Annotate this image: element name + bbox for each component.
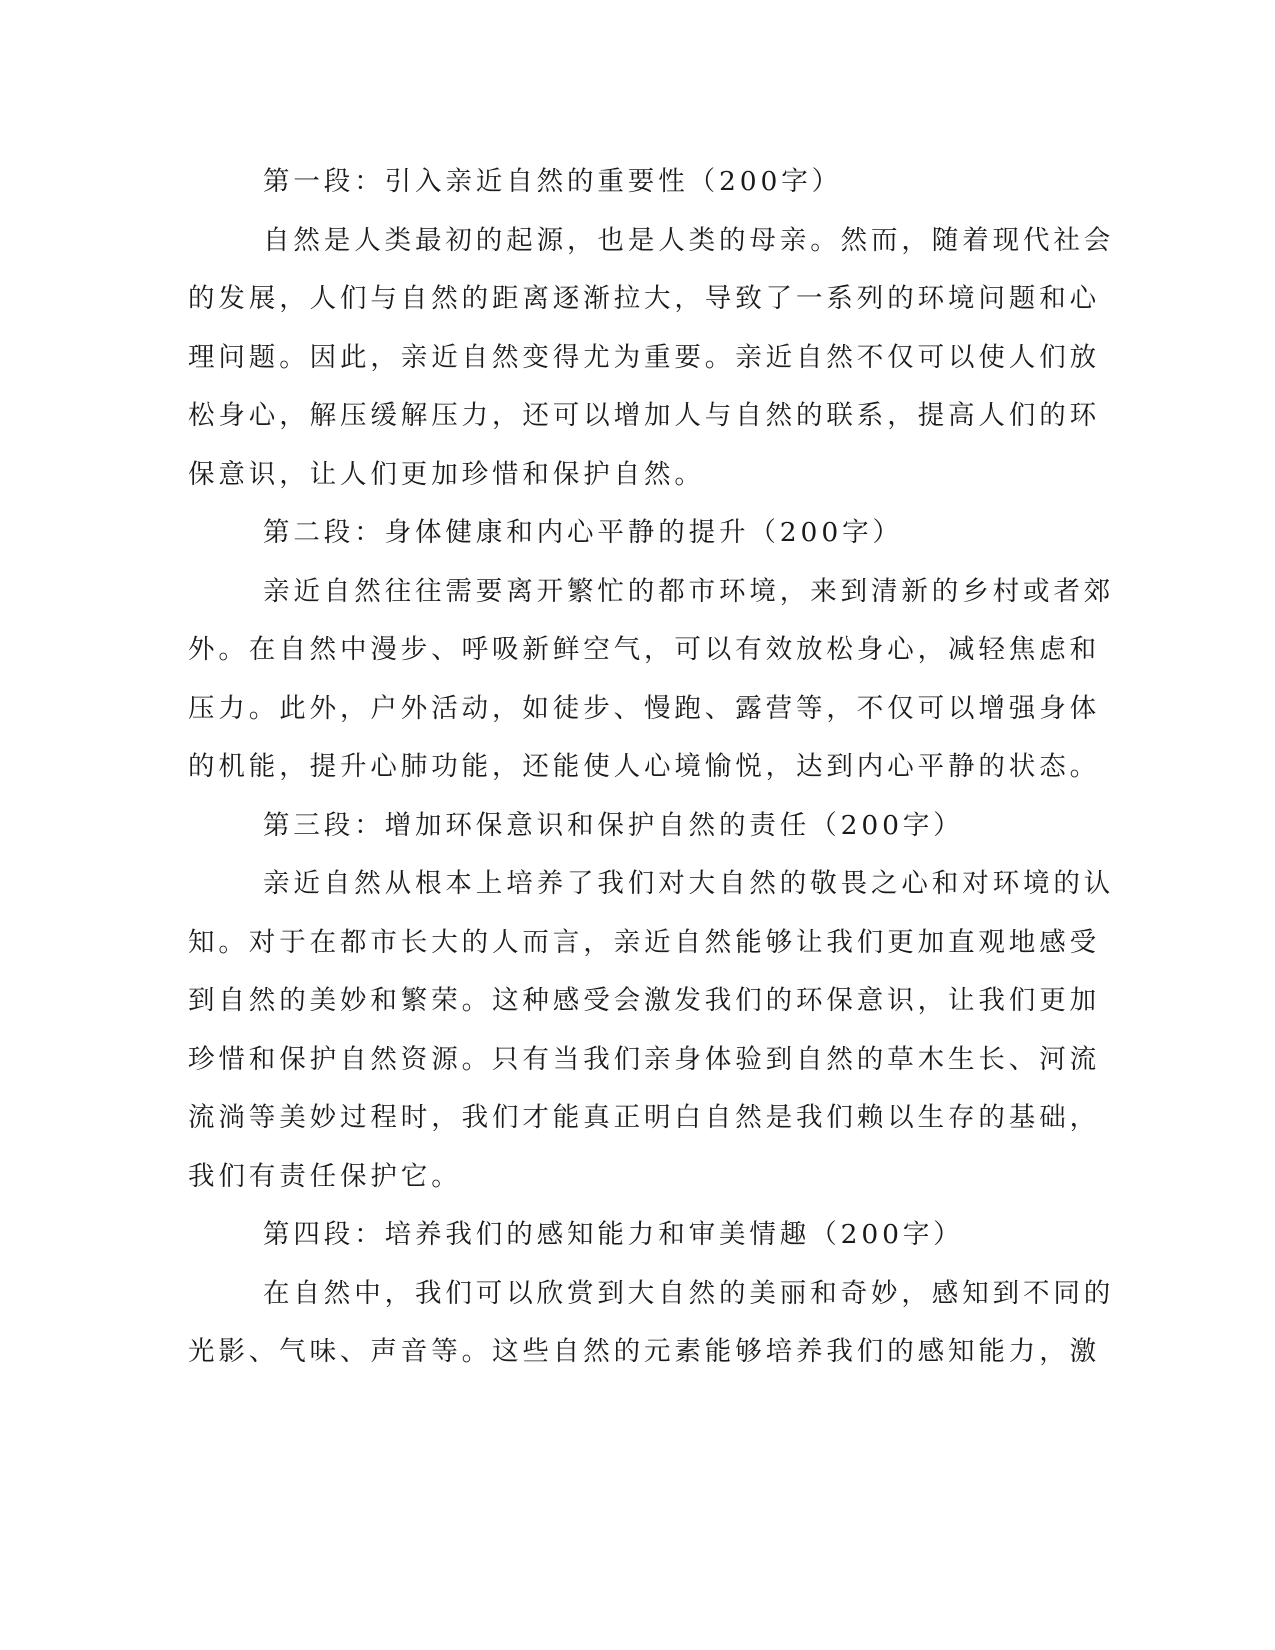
section-4-line-1: 在自然中，我们可以欣赏到大自然的美丽和奇妙，感知到不同的 xyxy=(263,1278,1115,1309)
section-3-line-3: 到自然的美妙和繁荣。这种感受会激发我们的环保意识，让我们更加 xyxy=(188,985,1100,1016)
section-3-line-6: 我们有责任保护它。 xyxy=(188,1161,462,1192)
section-1-line-2: 的发展，人们与自然的距离逐渐拉大，导致了一系列的环境问题和心 xyxy=(188,283,1100,314)
section-4-heading: 第四段：培养我们的感知能力和审美情趣（200字） xyxy=(263,1219,964,1250)
section-2-heading: 第二段：身体健康和内心平静的提升（200字） xyxy=(263,517,903,548)
section-1-line-3: 理问题。因此，亲近自然变得尤为重要。亲近自然不仅可以使人们放 xyxy=(188,342,1100,373)
section-2-line-1: 亲近自然往往需要离开繁忙的都市环境，来到清新的乡村或者郊 xyxy=(263,576,1115,607)
section-1-line-5: 保意识，让人们更加珍惜和保护自然。 xyxy=(188,459,705,490)
section-1-line-4: 松身心，解压缓解压力，还可以增加人与自然的联系，提高人们的环 xyxy=(188,400,1100,431)
section-3-line-5: 流淌等美妙过程时，我们才能真正明白自然是我们赖以生存的基础， xyxy=(188,1102,1100,1133)
section-2-line-2: 外。在自然中漫步、呼吸新鲜空气，可以有效放松身心，减轻焦虑和 xyxy=(188,634,1100,665)
section-3-heading: 第三段：增加环保意识和保护自然的责任（200字） xyxy=(263,810,964,841)
section-3-line-2: 知。对于在都市长大的人而言，亲近自然能够让我们更加直观地感受 xyxy=(188,927,1100,958)
section-4-line-2: 光影、气味、声音等。这些自然的元素能够培养我们的感知能力，激 xyxy=(188,1336,1100,1367)
section-3-line-4: 珍惜和保护自然资源。只有当我们亲身体验到自然的草木生长、河流 xyxy=(188,1044,1100,1075)
section-2-line-4: 的机能，提升心肺功能，还能使人心境愉悦，达到内心平静的状态。 xyxy=(188,751,1100,782)
section-1-heading: 第一段：引入亲近自然的重要性（200字） xyxy=(263,166,843,197)
section-2-line-3: 压力。此外，户外活动，如徒步、慢跑、露营等，不仅可以增强身体 xyxy=(188,693,1100,724)
section-1-line-1: 自然是人类最初的起源，也是人类的母亲。然而，随着现代社会 xyxy=(263,225,1115,256)
section-3-line-1: 亲近自然从根本上培养了我们对大自然的敬畏之心和对环境的认 xyxy=(263,868,1115,899)
